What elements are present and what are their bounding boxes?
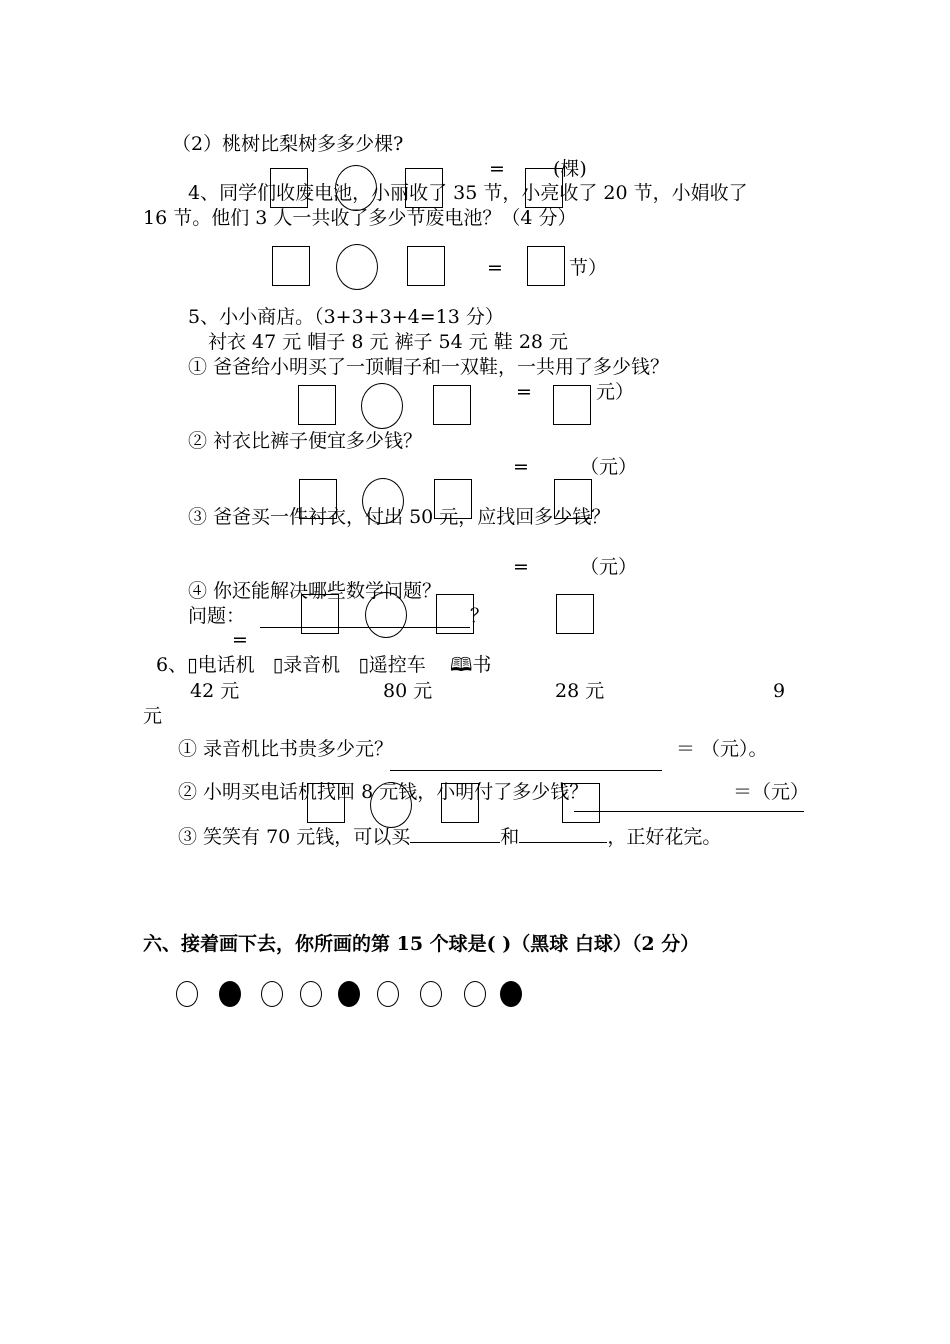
item-name: 电话机 bbox=[197, 654, 255, 676]
black-ball bbox=[338, 981, 360, 1007]
item-price-unit: 元 bbox=[143, 705, 163, 727]
item-name: 录音机 bbox=[283, 654, 341, 676]
answer-box[interactable] bbox=[407, 246, 445, 286]
unit-label: （元） bbox=[580, 556, 638, 578]
q6-sub2-tail: ＝（元） bbox=[733, 781, 810, 803]
white-ball bbox=[420, 981, 442, 1007]
q6-number: 6、 bbox=[156, 654, 188, 676]
answer-box[interactable] bbox=[436, 594, 474, 634]
q5-prices: 衬衣 47 元 帽子 8 元 裤子 54 元 鞋 28 元 bbox=[208, 331, 569, 353]
q6-sub1: ① 录音机比书贵多少元？ bbox=[178, 738, 394, 760]
unit-label: （元） bbox=[580, 456, 638, 478]
answer-box[interactable] bbox=[434, 479, 472, 519]
answer-box[interactable] bbox=[272, 246, 310, 286]
operator-circle[interactable] bbox=[335, 165, 377, 211]
q6-sub3-end: ，正好花完。 bbox=[607, 826, 722, 848]
answer-line[interactable] bbox=[574, 811, 804, 812]
equals-sign: = bbox=[513, 556, 529, 578]
q4-text-line2: 16 节。他们 3 人一共收了多少节废电池？（4 分） bbox=[143, 207, 577, 229]
q6-items-row bbox=[156, 653, 491, 677]
equals-sign: = bbox=[489, 158, 505, 180]
white-ball bbox=[377, 981, 399, 1007]
equals-sign: = bbox=[232, 629, 248, 651]
white-ball bbox=[261, 981, 283, 1007]
black-ball bbox=[500, 981, 522, 1007]
black-ball bbox=[219, 981, 241, 1007]
section6-title: 六、接着画下去，你所画的第 15 个球是( )（黑球 白球）（2 分） bbox=[143, 933, 700, 955]
q5-title: 5、小小商店。（3+3+3+4=13 分） bbox=[188, 306, 504, 328]
unit-label: (棵) bbox=[553, 158, 587, 180]
item-blank[interactable] bbox=[410, 824, 500, 843]
equals-sign: = bbox=[513, 456, 529, 478]
question-mark: ？ bbox=[470, 605, 490, 627]
item-price: 28 元 bbox=[555, 680, 605, 702]
result-box[interactable] bbox=[562, 783, 600, 823]
q6-sub3 bbox=[178, 824, 721, 849]
white-ball bbox=[464, 981, 486, 1007]
operator-circle[interactable] bbox=[370, 782, 412, 828]
q6-sub1-tail: ＝ （元）。 bbox=[676, 738, 768, 760]
operator-circle[interactable] bbox=[362, 478, 404, 524]
unit-label: 元） bbox=[596, 381, 635, 403]
answer-box[interactable] bbox=[299, 479, 337, 519]
equals-sign: = bbox=[516, 381, 532, 403]
white-ball bbox=[176, 981, 198, 1007]
book-icon: 🕮 bbox=[449, 654, 473, 676]
item-price: 80 元 bbox=[383, 680, 433, 702]
answer-line[interactable] bbox=[390, 770, 662, 771]
answer-box[interactable] bbox=[405, 168, 443, 208]
answer-box[interactable] bbox=[307, 783, 345, 823]
q5-sub1: ① 爸爸给小明买了一顶帽子和一双鞋，一共用了多少钱？ bbox=[188, 356, 670, 378]
result-box[interactable] bbox=[553, 385, 591, 425]
phone-icon: ▯ bbox=[187, 654, 198, 676]
result-box[interactable] bbox=[556, 594, 594, 634]
result-box[interactable] bbox=[525, 168, 563, 208]
unit-label: 节） bbox=[569, 257, 608, 279]
answer-box[interactable] bbox=[270, 168, 308, 208]
answer-box[interactable] bbox=[433, 385, 471, 425]
q4-text-line1: 4、同学们收废电池，小丽收了 35 节，小亮收了 20 节，小娟收了 bbox=[188, 182, 748, 204]
remote-car-icon: ▯ bbox=[358, 654, 369, 676]
q5-sub4-label: 问题： bbox=[188, 605, 246, 627]
q5-sub2: ② 衬衣比裤子便宜多少钱？ bbox=[188, 430, 423, 452]
answer-box[interactable] bbox=[298, 385, 336, 425]
recorder-icon: ▯ bbox=[272, 654, 284, 676]
white-ball bbox=[300, 981, 322, 1007]
item-blank[interactable] bbox=[519, 824, 607, 843]
q5-sub3: ③ 爸爸买一件衬衣，付出 50 元，应找回多少钱？ bbox=[188, 506, 611, 528]
operator-circle[interactable] bbox=[365, 592, 407, 638]
answer-box[interactable] bbox=[301, 594, 339, 634]
item-price: 9 bbox=[773, 680, 786, 702]
item-price: 42 元 bbox=[190, 680, 240, 702]
item-name: 遥控车 bbox=[368, 654, 426, 676]
item-name: 书 bbox=[472, 654, 492, 676]
answer-box[interactable] bbox=[441, 783, 479, 823]
equals-sign: = bbox=[487, 257, 503, 279]
q6-sub2: ② 小明买电话机找回 8 元钱，小明付了多少钱？ bbox=[178, 781, 589, 803]
operator-circle[interactable] bbox=[361, 383, 403, 429]
q4-part2-question: （2）桃树比梨树多多少棵? bbox=[172, 133, 404, 155]
result-box[interactable] bbox=[554, 479, 592, 519]
operator-circle[interactable] bbox=[336, 244, 378, 290]
result-box[interactable] bbox=[527, 246, 565, 286]
q5-sub4: ④ 你还能解决哪些数学问题？ bbox=[188, 580, 442, 602]
q6-sub3-text: ③ 笑笑有 70 元钱，可以买 bbox=[178, 826, 411, 848]
q6-sub3-and: 和 bbox=[500, 826, 520, 848]
